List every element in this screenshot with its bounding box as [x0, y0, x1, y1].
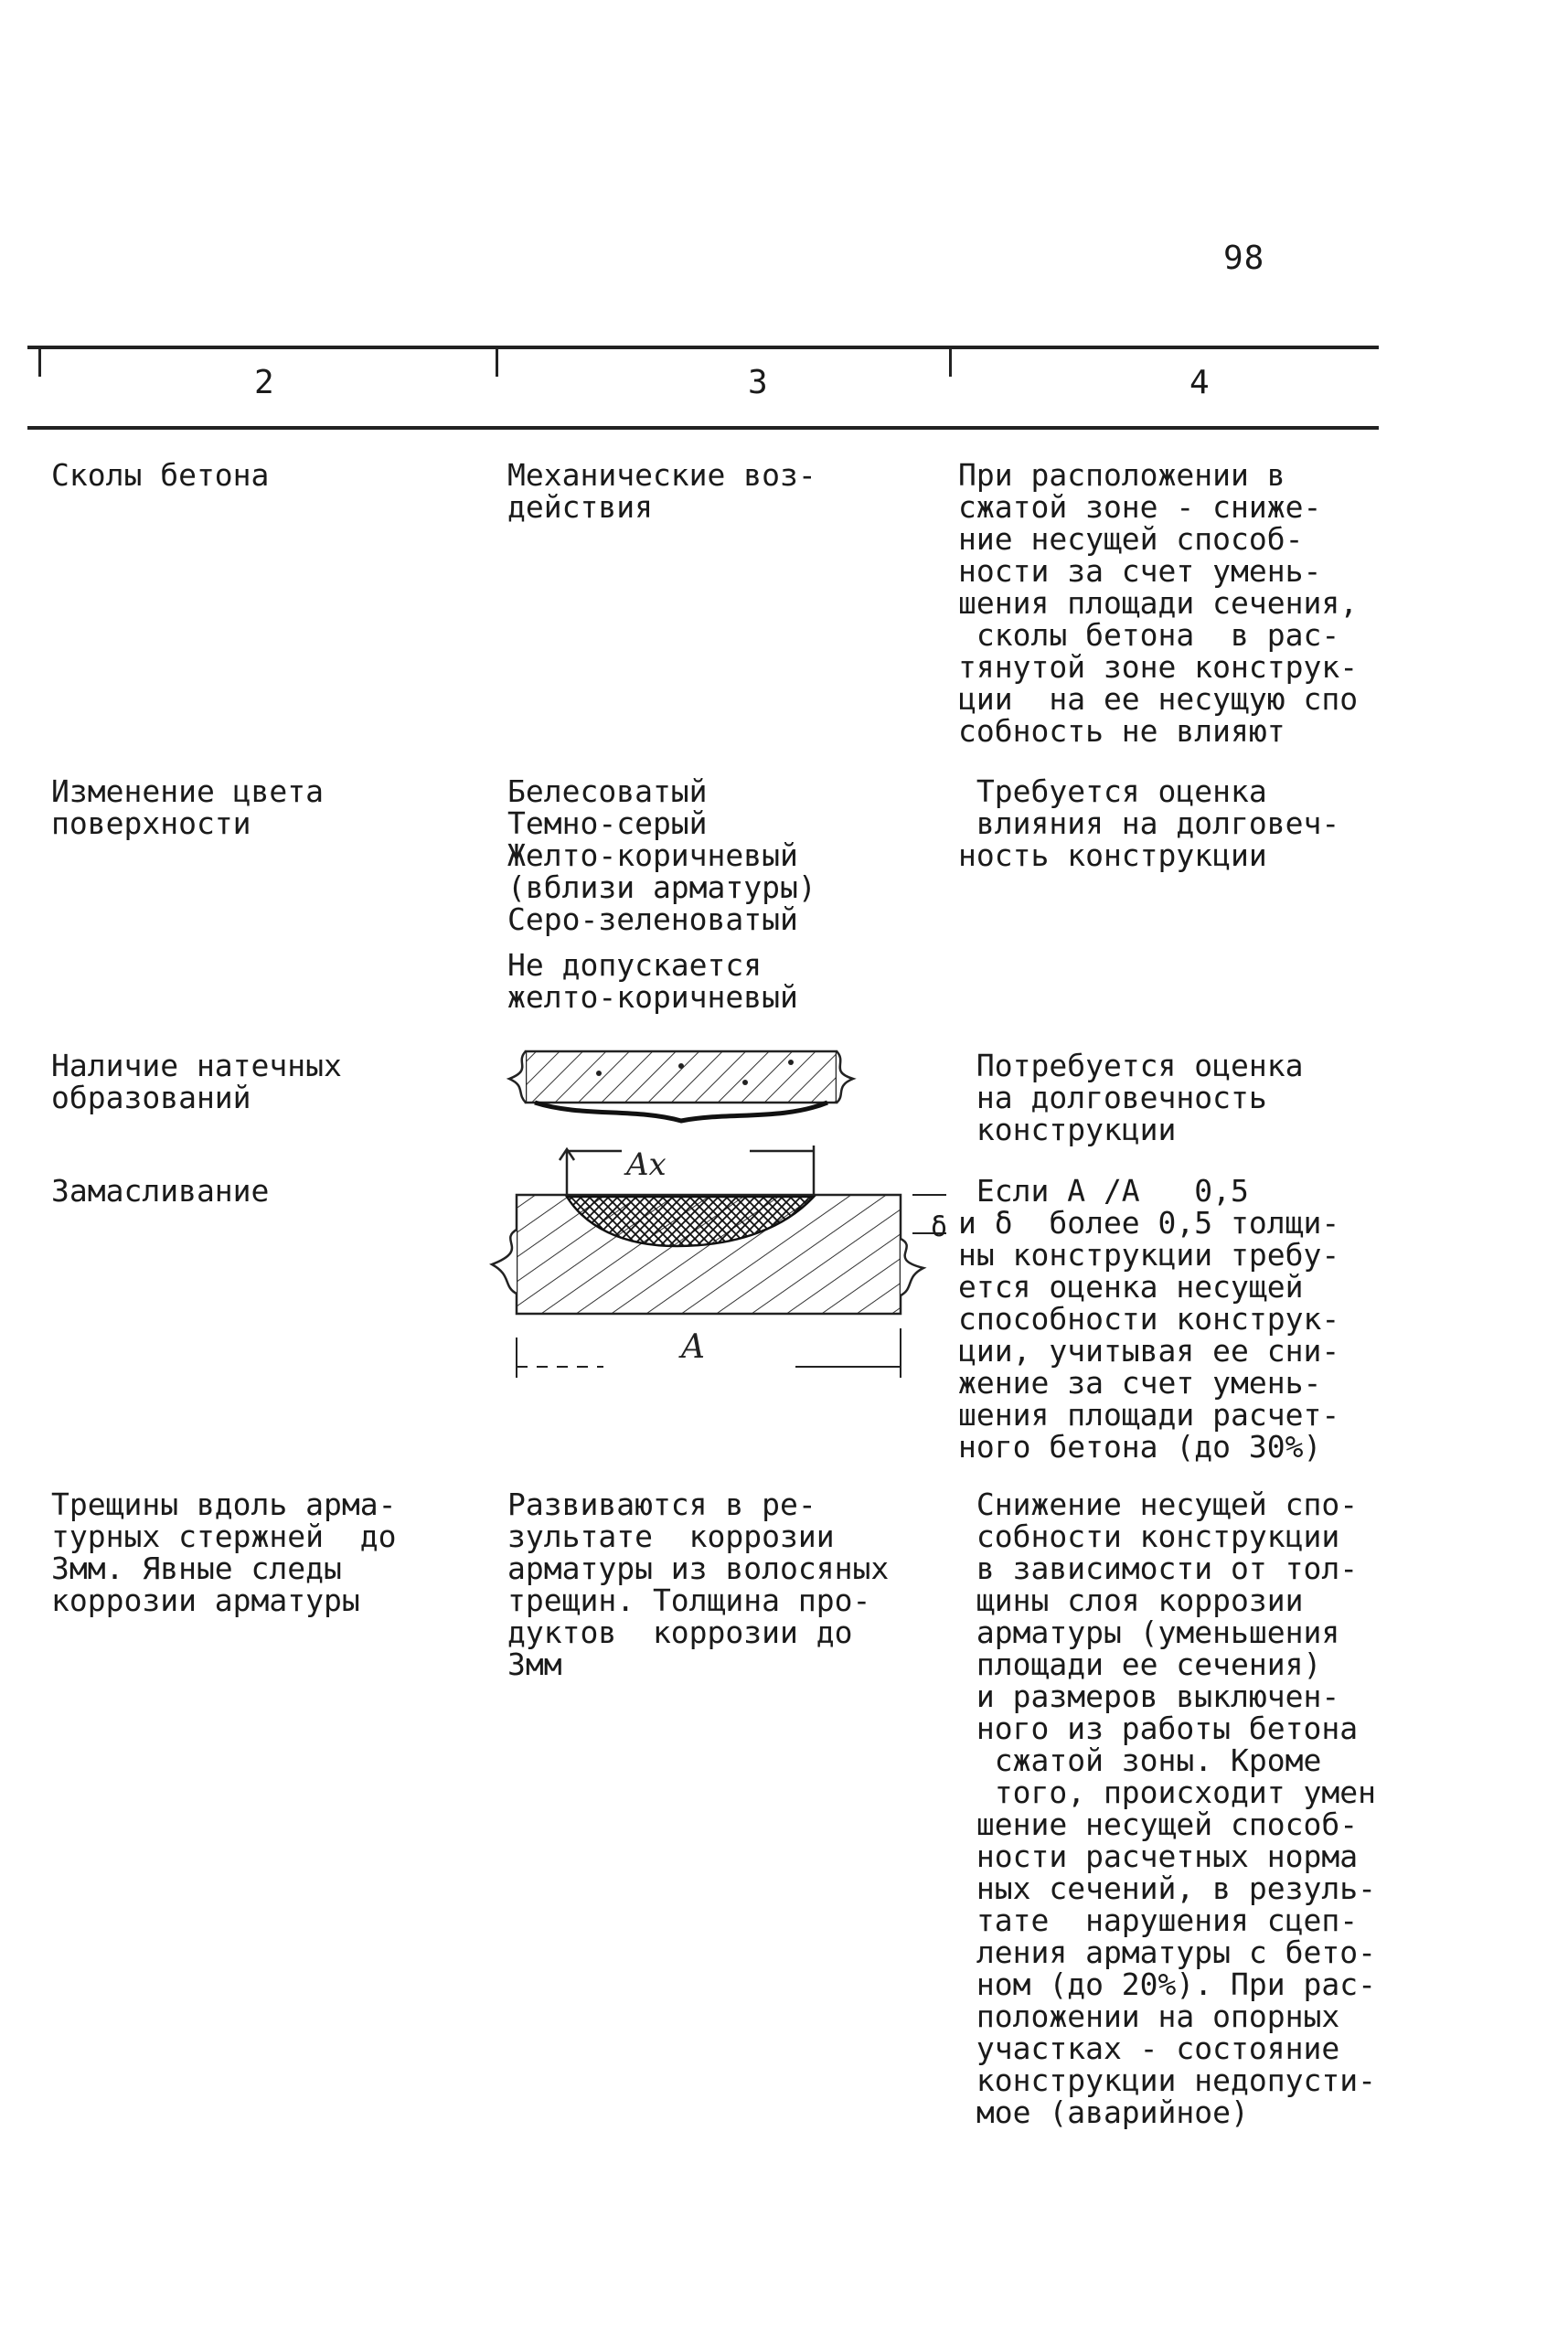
efflorescence-sketch — [498, 1042, 882, 1134]
column-header-4: 4 — [1189, 364, 1210, 401]
column-header-3: 3 — [748, 364, 768, 401]
table-header-rule — [27, 426, 1379, 430]
column-tick-3 — [949, 346, 952, 377]
row-2-cause: Белесоватый Темно-серый Желто-коричневый (вблизи арматуры) Серо-зеленоватый — [507, 773, 816, 937]
row-3-assessment: Потребуется оценка на долговечность конструкции — [976, 1048, 1304, 1147]
column-tick-1 — [38, 346, 41, 377]
row-1-assessment: При расположении в сжатой зоне - сниже- ние несущей способ- ности за счет умень- шения площади сечения, сколы бетона в рас- тянутой зоне конструк- ции на ее несущую спо собность не влияют — [958, 457, 1359, 749]
table-top-rule — [27, 346, 1379, 349]
column-header-2: 2 — [254, 364, 274, 401]
row-1-defect: Сколы бетона — [51, 457, 270, 493]
row-5-cause: Развиваются в ре- зультате коррозии арматуры из волосяных трещин. Толщина про- дуктов коррозии до 3мм — [507, 1487, 890, 1682]
oil-sketch-label-bottom: A — [681, 1328, 705, 1366]
page-number: 98 — [1223, 240, 1265, 277]
row-5-assessment: Снижение несущей спо- собности конструкции в зависимости от тол- щины слоя коррозии арматуры (уменьшения площади ее сечения) и размеров выключен- ного из работы бетона сжатой зоны. Кроме того, происходит умен шение несущей способ- ности расчетных норма ных сечений, в резуль- тате нарушения сцеп- ления арматуры с бето- ном (до 20%). При рас- положении на опорных участках - состояние конструкции недопусти- мое (аварийное) — [976, 1487, 1376, 2130]
row-2-cause-note: Не допускается желто-коричневый — [507, 947, 798, 1015]
row-1-cause: Механические воз- действия — [507, 457, 816, 525]
row-3-defect: Наличие натечных образований — [51, 1048, 342, 1115]
row-2-defect: Изменение цвета поверхности — [51, 773, 325, 841]
oil-staining-sketch — [475, 1138, 951, 1412]
row-4-assessment: Если A /A 0,5 и δ более 0,5 толщи- ны конструкции требу- ется оценка несущей способности конструк- ции, учитывая ее сни- жение за счет умень- шения площади расчет- ного бетона (до 30%) — [958, 1173, 1340, 1465]
oil-sketch-label-top: Ax — [626, 1146, 667, 1183]
row-2-assessment: Требуется оценка влияния на долговеч- ность конструкции — [958, 773, 1340, 873]
row-4-defect: Замасливание — [51, 1173, 270, 1209]
column-tick-2 — [496, 346, 498, 377]
row-5-defect: Трещины вдоль арма- турных стержней до 3мм. Явные следы коррозии арматуры — [51, 1487, 397, 1618]
oil-sketch-label-side: δ — [931, 1211, 948, 1243]
